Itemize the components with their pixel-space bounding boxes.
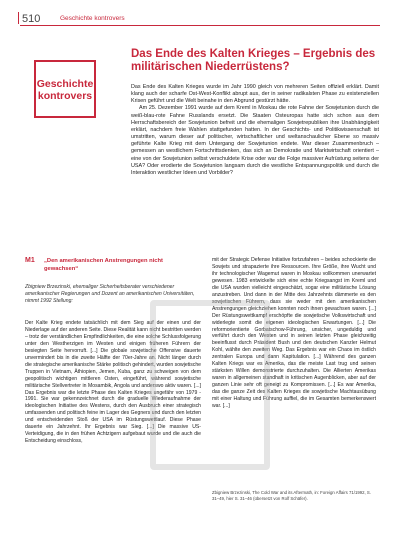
header-divider xyxy=(20,25,380,26)
watermark-frame xyxy=(150,300,270,470)
material-id: M1 xyxy=(25,257,35,264)
chapter-label: Geschichte kontrovers xyxy=(60,15,125,22)
page-number: 510 xyxy=(22,13,41,25)
page-number-marker xyxy=(18,12,19,24)
source-citation: Zbigniew Brzezinski, The Cold War and its Aftermath, in: Foreign Affairs 71/1992, S. 31–49, hier S. 31–46 (übersetzt von Rolf Schäfer). xyxy=(212,490,371,501)
section-label-box: Geschichte kontrovers xyxy=(34,60,96,118)
left-column-text: Der Kalte Krieg endete tatsächlich mit dem Sieg auf der einen und der Niederlage auf der anderen Seite. Diese Realität kann nicht bestritten werden – trotz der verständlichen Empfindlichkeiten, die eine solche Schlussfolgerung unter den Westherzigen im Westen und einigen früheren Führern der besiegten Seite hervorruft. [...] Die globale sowjetische Offensive dauerte unvermindert bis in die zweite Hälfte der 70er-Jahre an. Nicht länger durch die strategische amerikanische Stärke politisch gehindert, wurden sowjetische Truppen in Vietnam, Äthiopien, Jemen, Kuba, ganz zu schweigen von dem geopolitisch wichtigen mittleren Osten, eingeführt, während sowjetische militärische Stellvertreter in Mosambik, Angola und anderswo aktiv waren. [...] Das Ergebnis war die letzte Phase des Kalten Krieges ungefähr von 1979 - 1991. Sie war gekennzeichnet durch die graduelle Wiederaufnahme der ideologischen Initiative des Westens, durch den Ausbruch einer strategisch umfassenden und politisch feine im Lager des Gegners und durch den letzten und entscheidenden Stoß der USA im Rüstungswettlauf. Diese Phase dauerte ein Jahrzehnt. Ihr Ergebnis war Sieg. [...] Die massive US-Verteidigung, die in den frühen Achtzigern aufgebaut wurde und die auch die Entscheidung einschloss, xyxy=(25,320,201,445)
intro-paragraph: Am 25. Dezember 1991 wurde auf dem Kreml in Moskau die rote Fahne der Sowjetunion durch die weiß-blau-rote Fahne Russlands ersetzt. Die Staaten Osteuropas hatte sich schon aus dem Herrschaftsbereich der Sowjetunion befreit und die ehemaligen Sowjetrepubliken ihre Unabhängigkeit erklärt, nachdem freie Wahlen stattgefunden hatten. In der Geschichts- und Politikwissenschaft ist umstritten, warum dieser auf politischer, wirtschaftlicher und weltanschaulicher Ebene so massiv geführte Kalte Krieg mit dem Untergang der Sowjetunion endete. War dieser Zusammenbruch – gemessen an westlichem Fortschrittsdenken, das sich an Demokratie und Marktwirtschaft orientiert – eine von der Sowjetunion selbst verschuldete Krise oder war die Folge massiver Aufrüstung seitens der USA? Oder erodierte die Sowjetunion langsam durch die westliche Entspannungspolitik und durch die Interaktion westlicher Ideen und Vorbilder? xyxy=(131,105,379,176)
intro-text xyxy=(131,84,379,177)
material-intro: Zbigniew Brzezinski, ehemaliger Sicherheitsberater verschiedener amerikanischer Regierungen und Dozent an amerikanischen Universitäten, nimmt 1992 Stellung: xyxy=(25,284,195,304)
material-heading: „Den amerikanischen Anstrengungen nicht gewachsen“ xyxy=(44,258,163,272)
intro-paragraph: Das Ende des Kalten Krieges wurde im Jahr 1990 gleich von mehreren Seiten offiziell erklärt. Damit klang auch der scharfe Ost-West-Konflikt abrupt aus, der in seiner radikalsten Phase zu existenziellen Krisen geführt und die Welt beinahe in den Abgrund gestürzt hätte. xyxy=(131,84,379,105)
page-title: Das Ende des Kalten Krieges – Ergebnis des militärischen Niederrüstens? xyxy=(131,48,376,73)
right-column-text: mit der Strategic Defense Initiative fortzufahren – beides schockierte die Sowjets und strapazierte ihre Ressourcen. Ihre Größe, ihre Wucht und ihr technologischer Wagemut waren in Moskau vollkommen unerwartet gewesen. 1983 entwickelte sich eine echte Kriegsangst im Kreml und die USA wurden vielleicht eingeschätzt, sogar eine militärische Lösung anzustreben. Und dann in der Mitte des Jahrzehnts dämmerte es den sowjetischen Führern, dass sie weder mit den amerikanischen Anstrengungen gleichziehen konnten noch ihnen gewachsen waren. [...] Der Rüstungswettkampf erschöpfte die sowjetische Volkswirtschaft und widerlegte somit die eigenen ideologischen Erwartungen. [...] Die reformorientierte Gorbatschow-Führung, unsicher, ungeduldig und verführt durch den Westen und in seinen letzten Phase gleichzeitig beeinflusst durch Präsident Bush und den deutschen Kanzler Helmut Kohl, wählte den zweiten Weg. Das Ergebnis war ein Chaos im östlich zentralen Europa und dann Kapitulation. [...] Während des ganzen Kalten Kriegs war es Amerika, das die meiste Last trug und seinen stärksten Willen demonstrierte durchzuhalten. Die Allierten Amerikas waren in allgemeinen standhaft in kritischen Augenblicken, aber auf der ganzen Linie sehr oft geneigt zu Kompromissen. [...] Es war Amerika, das die ganze Zeit des Kalten Krieges die sowjetische Machtausübung mit einer Haltung und Führung auffiel, die im Gesamten bemerkenswert war. [...] xyxy=(212,257,376,410)
